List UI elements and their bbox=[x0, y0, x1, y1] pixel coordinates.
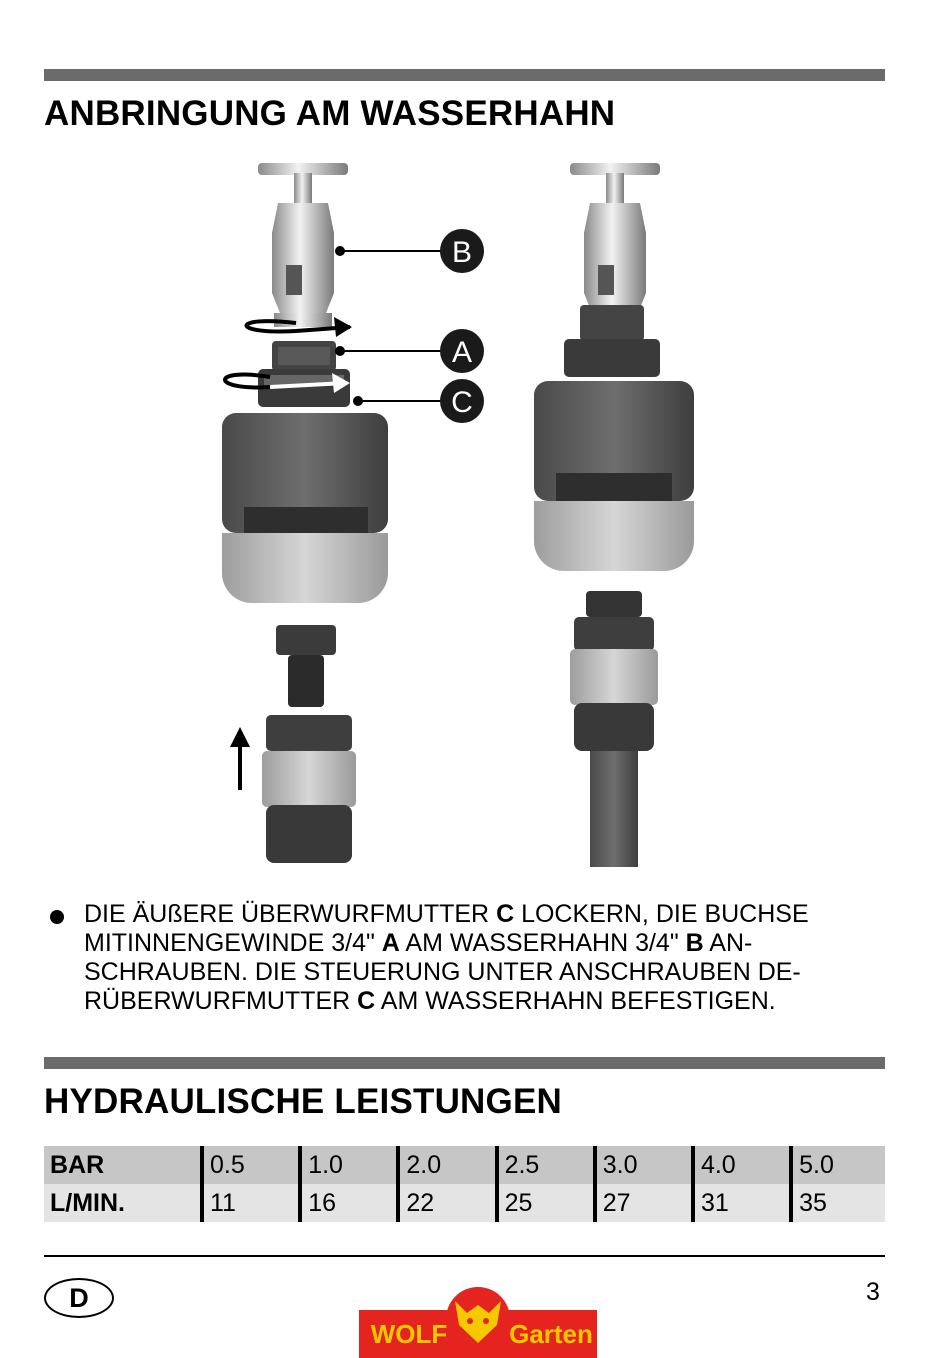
table-cell: 1.0 bbox=[300, 1146, 398, 1184]
table-cell: 16 bbox=[300, 1184, 398, 1222]
callout-a bbox=[335, 329, 484, 373]
right-assembly bbox=[534, 163, 694, 867]
table-cell: 5.0 bbox=[791, 1146, 885, 1184]
callout-c-label: C bbox=[451, 386, 473, 419]
section-title-hydraulic: HYDRAULISCHE LEISTUNGEN bbox=[44, 1082, 562, 1121]
logo-text-garten: Garten bbox=[509, 1319, 593, 1349]
table-row bbox=[44, 1146, 885, 1184]
table-cell: 11 bbox=[202, 1184, 300, 1222]
callout-a-label: A bbox=[451, 336, 473, 369]
middle-rule bbox=[44, 1057, 885, 1069]
page-number: 3 bbox=[866, 1278, 880, 1306]
table-cell: 31 bbox=[693, 1184, 791, 1222]
callout-b-label: B bbox=[451, 236, 473, 269]
language-badge: D bbox=[44, 1278, 114, 1318]
instruction-text: DIE ÄUßERE ÜBERWURFMUTTER C LOCKERN, DIE BUCHSE MITINNENGEWINDE 3/4" A AM WASSERHAHN 3/4" B AN- SCHRAUBEN. DIE STEUERUNG UNTER ANSCHRAUBEN DE- RÜBERWURFMUTTER C AM WASSERHAHN BEFESTIGEN. bbox=[84, 900, 809, 1015]
section-title-mounting: ANBRINGUNG AM WASSERHAHN bbox=[44, 94, 616, 133]
wolf-garten-logo bbox=[359, 1283, 597, 1358]
table-cell: 35 bbox=[791, 1184, 885, 1222]
table-cell: 3.0 bbox=[595, 1146, 693, 1184]
table-cell: 22 bbox=[398, 1184, 496, 1222]
mounting-illustration bbox=[200, 155, 720, 870]
callout-b bbox=[335, 229, 484, 273]
performance-table bbox=[44, 1146, 885, 1222]
logo-text-wolf: WOLF bbox=[370, 1319, 448, 1349]
bullet-icon bbox=[50, 910, 64, 924]
table-cell: 2.5 bbox=[497, 1146, 595, 1184]
left-assembly bbox=[222, 163, 388, 863]
table-cell: 27 bbox=[595, 1184, 693, 1222]
table-cell: 4.0 bbox=[693, 1146, 791, 1184]
row-label-flow: L/MIN. bbox=[44, 1184, 202, 1222]
table-cell: 25 bbox=[497, 1184, 595, 1222]
table-cell: 2.0 bbox=[398, 1146, 496, 1184]
table-row bbox=[44, 1184, 885, 1222]
row-label-bar: BAR bbox=[44, 1146, 202, 1184]
table-cell: 0.5 bbox=[202, 1146, 300, 1184]
top-rule bbox=[44, 69, 885, 81]
footer-rule bbox=[44, 1255, 885, 1257]
